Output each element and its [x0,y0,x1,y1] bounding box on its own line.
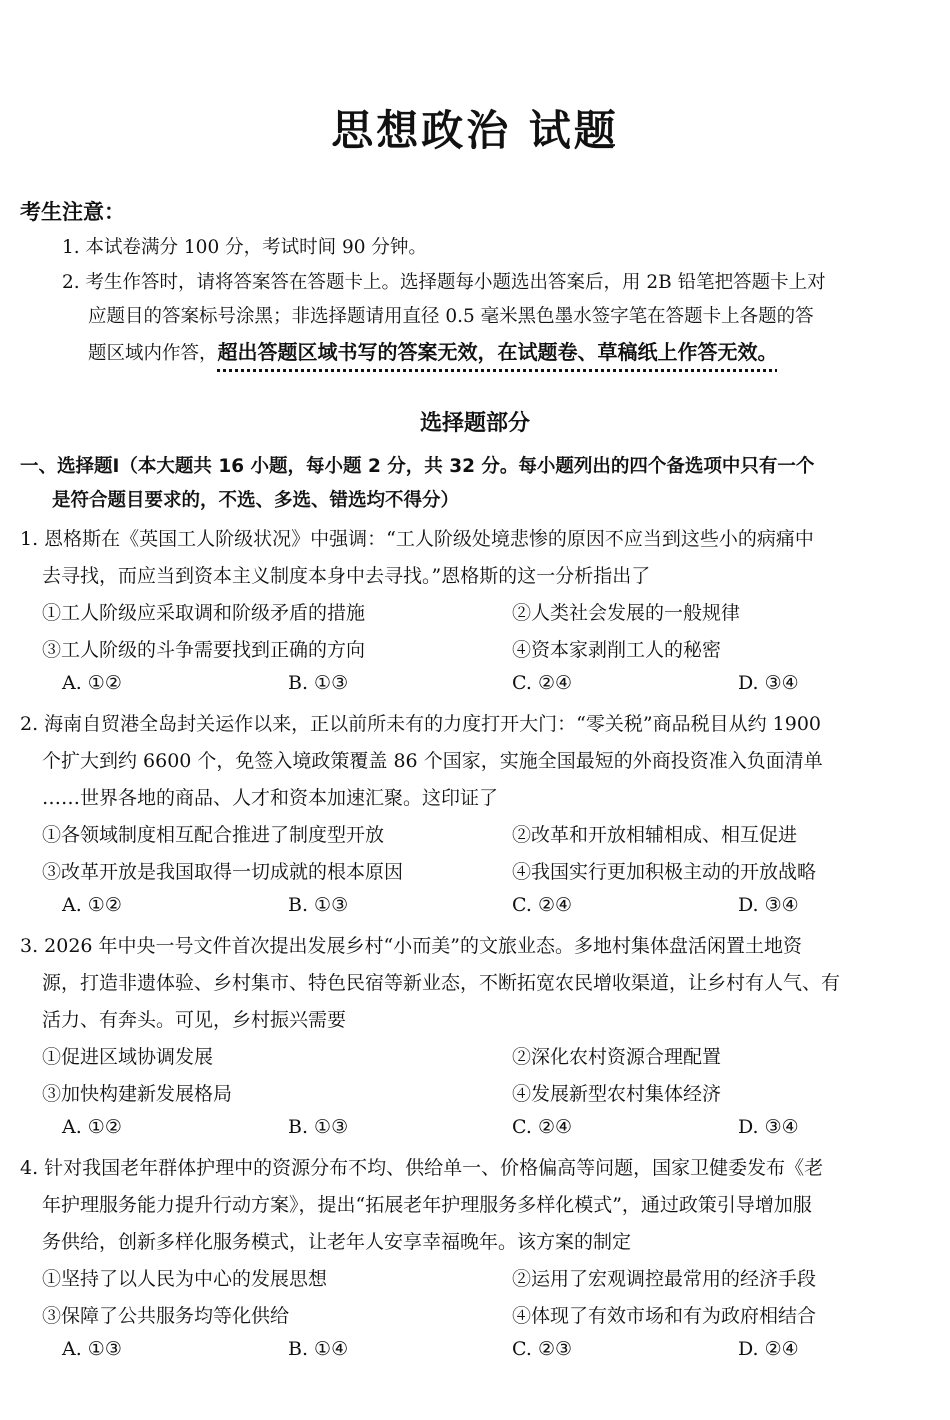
notice-item-1: 1. 本试卷满分 100 分，考试时间 90 分钟。 [62,237,427,258]
choice-a: A. ①③ [62,1338,122,1360]
choice-c: C. ②④ [512,1116,573,1138]
statement-3: ③加快构建新发展格局 [42,1083,233,1105]
choice-d: D. ③④ [738,672,799,694]
choice-d: D. ③④ [738,894,799,916]
choice-d: D. ③④ [738,1116,799,1138]
choice-b: B. ①③ [288,1116,349,1138]
choice-a: A. ①② [62,1116,122,1138]
question-stem-line: 源，打造非遗体验、乡村集市、特色民宿等新业态，不断拓宽农民增收渠道，让乡村有人气、有 [42,972,841,994]
question-stem-line: 年护理服务能力提升行动方案》，提出“拓展老年护理服务多样化模式”，通过政策引导增加服 [42,1194,812,1216]
statement-3: ③工人阶级的斗争需要找到正确的方向 [42,639,366,661]
question-stem-line: 去寻找，而应当到资本主义制度本身中去寻找。”恩格斯的这一分析指出了 [42,565,651,587]
question-stem-line: ……世界各地的商品、人才和资本加速汇聚。这印证了 [42,787,499,809]
choice-c: C. ②④ [512,894,573,916]
question-stem-line: 务供给，创新多样化服务模式，让老年人安享幸福晚年。该方案的制定 [42,1231,632,1253]
section-title: 选择题部分 [419,411,530,436]
choice-b: B. ①④ [288,1338,349,1360]
notice-item-2-line-2: 应题目的答案标号涂黑；非选择题请用直径 0.5 毫米黑色墨水签字笔在答题卡上各题的答 [88,306,814,327]
choice-c: C. ②③ [512,1338,573,1360]
statement-2: ②人类社会发展的一般规律 [512,602,741,624]
statement-4: ④体现了有效市场和有为政府相结合 [512,1305,817,1327]
question-stem-line: 个扩大到约 6600 个，免签入境政策覆盖 86 个国家，实施全国最短的外商投资准入负面清单 [42,750,823,772]
page-title: 思想政治 试题 [331,106,619,155]
choice-c: C. ②④ [512,672,573,694]
choice-d: D. ②④ [738,1338,799,1360]
statement-2: ②改革和开放相辅相成、相互促进 [512,824,798,846]
choice-b: B. ①③ [288,894,349,916]
statement-2: ②深化农村资源合理配置 [512,1046,722,1068]
statement-2: ②运用了宏观调控最常用的经济手段 [512,1268,817,1290]
question-stem-line: 1. 恩格斯在《英国工人阶级状况》中强调：“工人阶级处境悲惨的原因不应当到这些小的病痛中 [20,528,814,550]
question-stem-line: 活力、有奔头。可见，乡村振兴需要 [42,1009,347,1031]
notice-item-2-line-1: 2. 考生作答时，请将答案答在答题卡上。选择题每小题选出答案后，用 2B 铅笔把答题卡上对 [62,272,826,293]
choice-a: A. ①② [62,894,122,916]
part-heading-line-1: 一、选择题Ⅰ（本大题共 16 小题，每小题 2 分，共 32 分。每小题列出的四个备选项中只有一个 [20,456,815,477]
statement-3: ③改革开放是我国取得一切成就的根本原因 [42,861,404,883]
statement-1: ①各领域制度相互配合推进了制度型开放 [42,824,385,846]
statement-1: ①坚持了以人民为中心的发展思想 [42,1268,328,1290]
statement-1: ①促进区域协调发展 [42,1046,214,1068]
part-heading-line-2: 是符合题目要求的，不选、多选、错选均不得分） [52,490,460,511]
notice-item-2-line-3-prefix: 题区域内作答， [88,343,218,364]
notice-item-2-line-3 [88,336,778,365]
question-stem-line: 4. 针对我国老年群体护理中的资源分布不均、供给单一、价格偏高等问题，国家卫健委发布《老 [20,1157,824,1179]
statement-4: ④资本家剥削工人的秘密 [512,639,722,661]
choice-a: A. ①② [62,672,122,694]
notice-heading: 考生注意： [20,200,125,224]
statement-4: ④我国实行更加积极主动的开放战略 [512,861,817,883]
statement-4: ④发展新型农村集体经济 [512,1083,722,1105]
question-stem-line: 2. 海南自贸港全岛封关运作以来，正以前所未有的力度打开大门：“零关税”商品税目从约 1900 [20,713,821,735]
statement-3: ③保障了公共服务均等化供给 [42,1305,290,1327]
statement-1: ①工人阶级应采取调和阶级矛盾的措施 [42,602,366,624]
choice-b: B. ①③ [288,672,349,694]
notice-emphasis: 超出答题区域书写的答案无效，在试题卷、草稿纸上作答无效。 [217,340,778,364]
question-stem-line: 3. 2026 年中央一号文件首次提出发展乡村“小而美”的文旅业态。多地村集体盘活闲置土地资 [20,935,802,957]
